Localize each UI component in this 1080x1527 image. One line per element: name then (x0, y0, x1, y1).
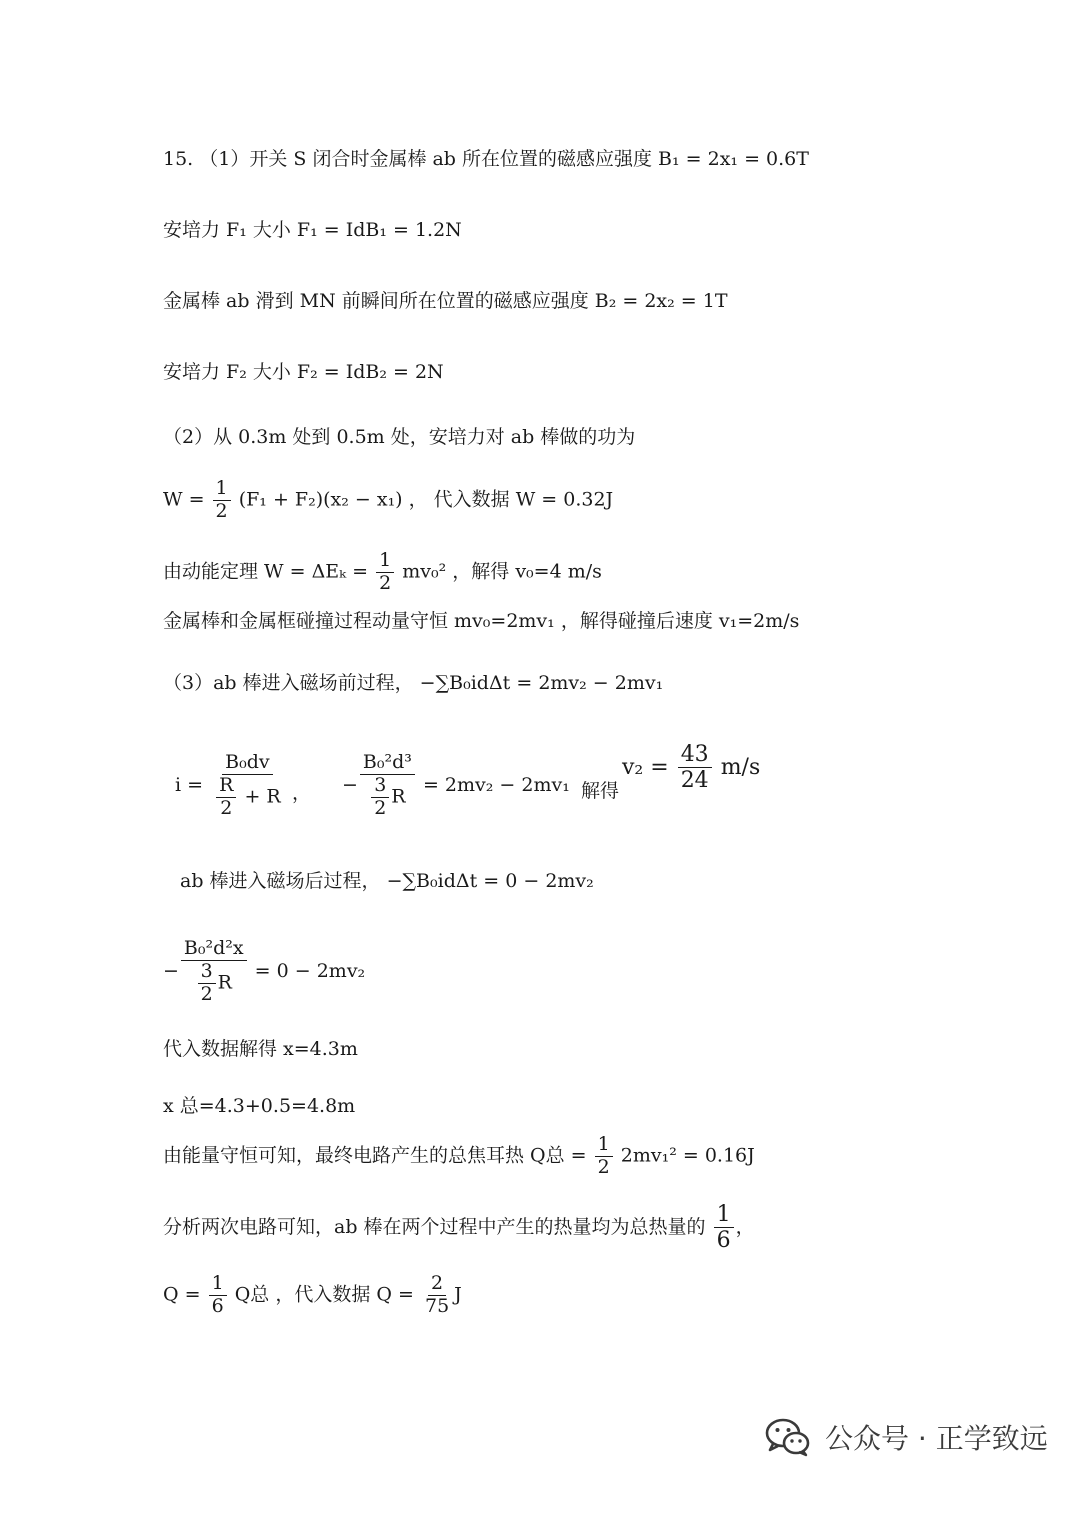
watermark (765, 1415, 1048, 1459)
total-heat-equation: 由能量守恒可知，最终电路产生的总焦耳热 Q总 = $\frac{1}{2}$ 2mv₁² = 0.16J (163, 1133, 755, 1178)
solution-line-3: 金属棒 ab 滑到 MN 前瞬间所在位置的磁感应强度 B₂ = 2x₂ = 1T (163, 290, 728, 312)
kinetic-energy-lhs: 由动能定理 W = ΔEₖ = (163, 560, 369, 583)
impulse-fraction: B₀²d³ $\frac{3}{2}$ R (360, 752, 415, 820)
solution-line-5: （2）从 0.3m 处到 0.5m 处，安培力对 ab 棒做的功为 (163, 426, 636, 448)
solution-line-4: 安培力 F₂ 大小 F₂ = IdB₂ = 2N (163, 361, 444, 383)
distance-result: 代入数据解得 x=4.3m (163, 1038, 358, 1060)
current-equation-lhs: i = (175, 773, 204, 796)
three-halves-fraction: $\frac{3}{2}$ (371, 775, 389, 820)
fraction-one-sixth: $\frac{1}{6}$ (714, 1202, 734, 1254)
solve-label: 解得 (581, 780, 620, 802)
part3-after-field: ab 棒进入磁场后过程， −∑B₀idΔt = 0 − 2mv₂ (180, 870, 594, 892)
fraction-two-75ths: $\frac{2}{75}$ (424, 1272, 450, 1317)
work-equation-rhs: (F₁ + F₂)(x₂ − x₁) ， 代入数据 W = 0.32J (238, 488, 614, 511)
distance-equation: − B₀²d²x $\frac{3}{2}$ R = 0 − 2mv₂ (163, 937, 366, 1005)
fraction-half: $\frac{1}{2}$ (376, 550, 394, 595)
three-halves-fraction: $\frac{3}{2}$ (198, 961, 216, 1006)
current-equation (175, 752, 286, 820)
final-heat-equation: Q = $\frac{1}{6}$ Q总 ，代入数据 Q = $\frac{2}{75}$ J (163, 1272, 462, 1317)
heat-share-line: 分析两次电路可知，ab 棒在两个过程中产生的热量均为总热量的 $\frac{1}{6}$ ， (163, 1202, 755, 1254)
work-equation (163, 478, 613, 523)
distance-fraction: B₀²d²x $\frac{3}{2}$ R (181, 938, 247, 1006)
total-distance: x 总=4.3+0.5=4.8m (163, 1095, 356, 1117)
part3-before-field: （3）ab 棒进入磁场前过程， −∑B₀idΔt = 2mv₂ − 2mv₁ (163, 672, 664, 694)
momentum-line: 金属棒和金属框碰撞过程动量守恒 mv₀=2mv₁ ，解得碰撞后速度 v₁=2m/s (163, 610, 800, 632)
fraction-half: $\frac{1}{2}$ (213, 478, 231, 523)
work-equation-lhs: W = (163, 488, 205, 511)
fraction-one-sixth: $\frac{1}{6}$ (209, 1273, 227, 1318)
v2-fraction: $\frac{43}{24}$ (678, 742, 712, 794)
kinetic-energy-rhs: mv₀² ，解得 v₀=4 m/s (402, 560, 602, 583)
r-over-2-fraction: $\frac{R}{2}$ (216, 775, 236, 820)
wechat-icon (765, 1417, 811, 1457)
solution-line-2: 安培力 F₁ 大小 F₁ = IdB₁ = 1.2N (163, 219, 462, 241)
current-fraction: B₀dv $\frac{R}{2}$ + R (211, 752, 284, 820)
solution-line-1: 15. （1）开关 S 闭合时金属棒 ab 所在位置的磁感应强度 B₁ = 2x₁ = 0.6T (163, 148, 809, 170)
v2-result: v₂ = $\frac{43}{24}$ m/s (622, 742, 761, 794)
momentum-impulse-equation: − B₀²d³ $\frac{3}{2}$ R = 2mv₂ − 2mv₁ (342, 751, 570, 819)
comma-separator: ， (292, 782, 312, 804)
watermark-text: 公众号 · 正学致远 (825, 1422, 1048, 1455)
fraction-half: $\frac{1}{2}$ (595, 1134, 613, 1179)
kinetic-energy-equation (163, 550, 602, 595)
